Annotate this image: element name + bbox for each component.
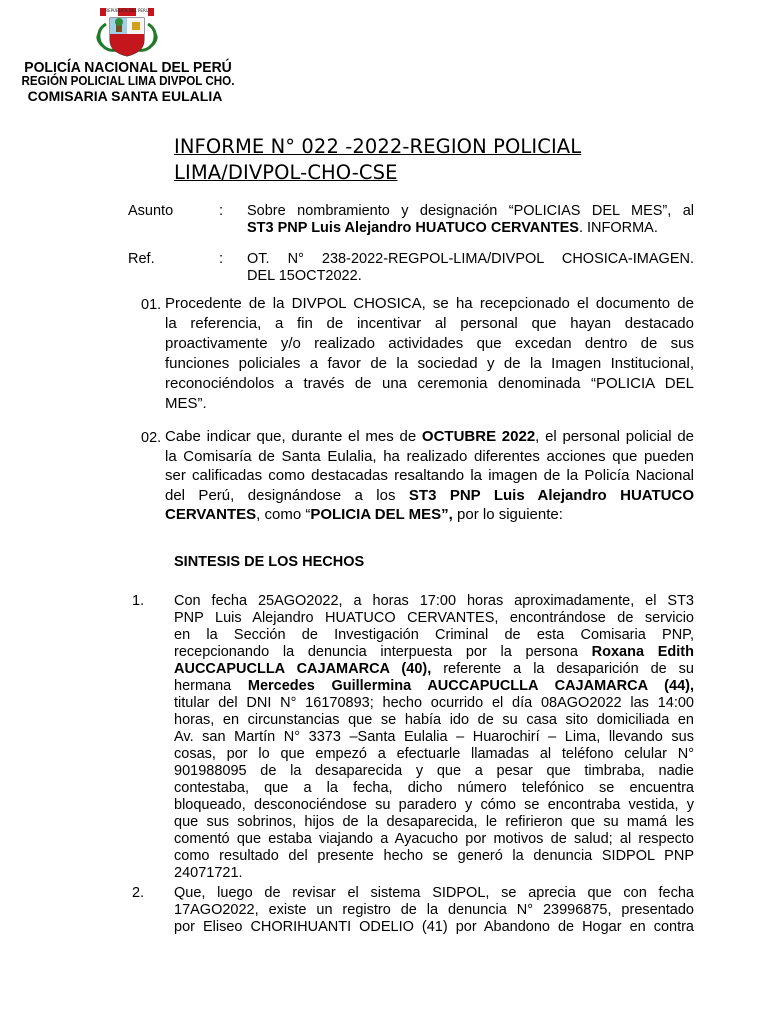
- institution-name: POLICÍA NACIONAL DEL PERÚ: [24, 59, 232, 76]
- asunto-officer-name: ST3 PNP Luis Alejandro HUATUCO CERVANTES: [247, 220, 579, 236]
- ref-text: [247, 251, 694, 285]
- asunto-tail: . INFORMA.: [578, 220, 658, 236]
- asunto-colon: :: [219, 203, 224, 219]
- paragraph-01-line: Procedente de la DIVPOL CHOSICA, se ha recepcionado el documento de: [165, 295, 694, 312]
- report-title-line2: LIMA/DIVPOL-CHO-CSE: [174, 161, 398, 184]
- ref-line2: DEL 15OCT2022.: [247, 268, 362, 284]
- ref-label: Ref.: [128, 251, 155, 267]
- paragraph-01-line: reconociéndolos a través de una ceremonia denominada “POLICIA DEL: [165, 375, 694, 392]
- report-title-line1: INFORME N° 022 -2022-REGION POLICIAL: [174, 135, 582, 158]
- station-name: COMISARIA SANTA EULALIA: [27, 88, 223, 104]
- region-name: REGIÓN POLICIAL LIMA DIVPOL CHO.: [21, 74, 235, 88]
- complainant-name: Roxana Edith: [591, 644, 694, 660]
- item-1-text: Con fecha 25AGO2022, a horas 17:00 horas aproximadamente, el ST3 PNP Luis Alejandro HUATUCO CERVANTES, encontrándose de servicio en la Sección de Investigación Criminal de esta Comisaria PNP, recepcionando la denuncia interpuesta por la persona Roxana Edith AUCCAPUCLLA CAJAMARCA (40), referente a la desaparición de su hermana Mercedes Guillermina AUCCAPUCLLA CAJAMARCA (44), titular del DNI N° 16170893; hecho ocurrido el día 08AGO2022 las 14:00 horas, en circunstancias que se había ido de su casa sito domiciliada en Av. san Martín N° 3373 –Santa Eulalia – Huarochirí – Lima, llevando sus cosas, por lo que empezó a efectuarle llamadas al teléfono celular N° 901988095 de la desaparecida y que a pesar que timbraba, nadie contestaba, que a la fecha, dicho número telefónico se encuentra bloqueado, desconociéndose su paradero y cómo se encontraba vestida, y que sus sobrinos, hijos de la desaparecida, le refirieron que su mamá les comentó que estaba viajando a Ayacucho por motivos de salud; al respecto como resultado del presente hecho se generó la denuncia SIDPOL PNP 24071721.: [174, 593, 694, 881]
- paragraph-02: Cabe indicar que, durante el mes de OCTUBRE 2022, el personal policial de la Comisaría de Santa Eulalia, ha realizado diferentes acciones que pueden ser calificadas como destacadas resaltando la imagen de la Policía Nacional del Perú, designándose a los ST3 PNP Luis Alejandro HUATUCO CERVANTES, como “POLICIA DEL MES”, por lo siguiente:: [165, 428, 695, 524]
- item-1-number: 1.: [132, 593, 145, 609]
- item-2-text: Que, luego de revisar el sistema SIDPOL, se aprecia que con fecha 17AGO2022, existe un registro de la denuncia N° 23996875, presentado por Eliseo CHORIHUANTI ODELIO (41) por Abandono de Hogar en contra: [174, 885, 694, 935]
- national-crest-icon: [92, 6, 162, 60]
- section-heading: SINTESIS DE LOS HECHOS: [174, 554, 365, 570]
- asunto-label: Asunto: [128, 203, 174, 219]
- paragraph-01-line: MES”.: [165, 395, 207, 412]
- officer-name: ST3 PNP Luis Alejandro HUATUCO: [408, 486, 694, 504]
- missing-person-name: Mercedes Guillermina AUCCAPUCLLA CAJAMARCA (44),: [247, 678, 694, 694]
- asunto-text: [247, 203, 694, 237]
- paragraph-01-line: la referencia, a fin de incentivar al personal que hayan destacado: [165, 315, 694, 332]
- month-highlight: OCTUBRE 2022: [421, 428, 536, 445]
- ref-line1: OT. N° 238-2022-REGPOL-LIMA/DIVPOL CHOSICA-IMAGEN.: [247, 251, 694, 267]
- item-2-number: 2.: [132, 885, 145, 901]
- ref-colon: :: [219, 251, 224, 267]
- report-title: [174, 134, 644, 186]
- paragraph-01-line: proactivamente y/o realizado actividades que excedan dentro de sus: [165, 335, 694, 352]
- asunto-line1: Sobre nombramiento y designación “POLICIAS DEL MES”, al: [247, 203, 694, 219]
- crest-caption: REPÚBLICA DEL PERÚ: [105, 8, 149, 13]
- paragraph-02-number: 02.: [141, 430, 162, 446]
- award-name: POLICIA DEL MES”,: [310, 506, 453, 524]
- paragraph-01: [165, 294, 694, 414]
- paragraph-01-line: funciones policiales a favor de la sociedad y de la Imagen Institucional,: [165, 355, 694, 372]
- paragraph-01-number: 01.: [141, 297, 162, 313]
